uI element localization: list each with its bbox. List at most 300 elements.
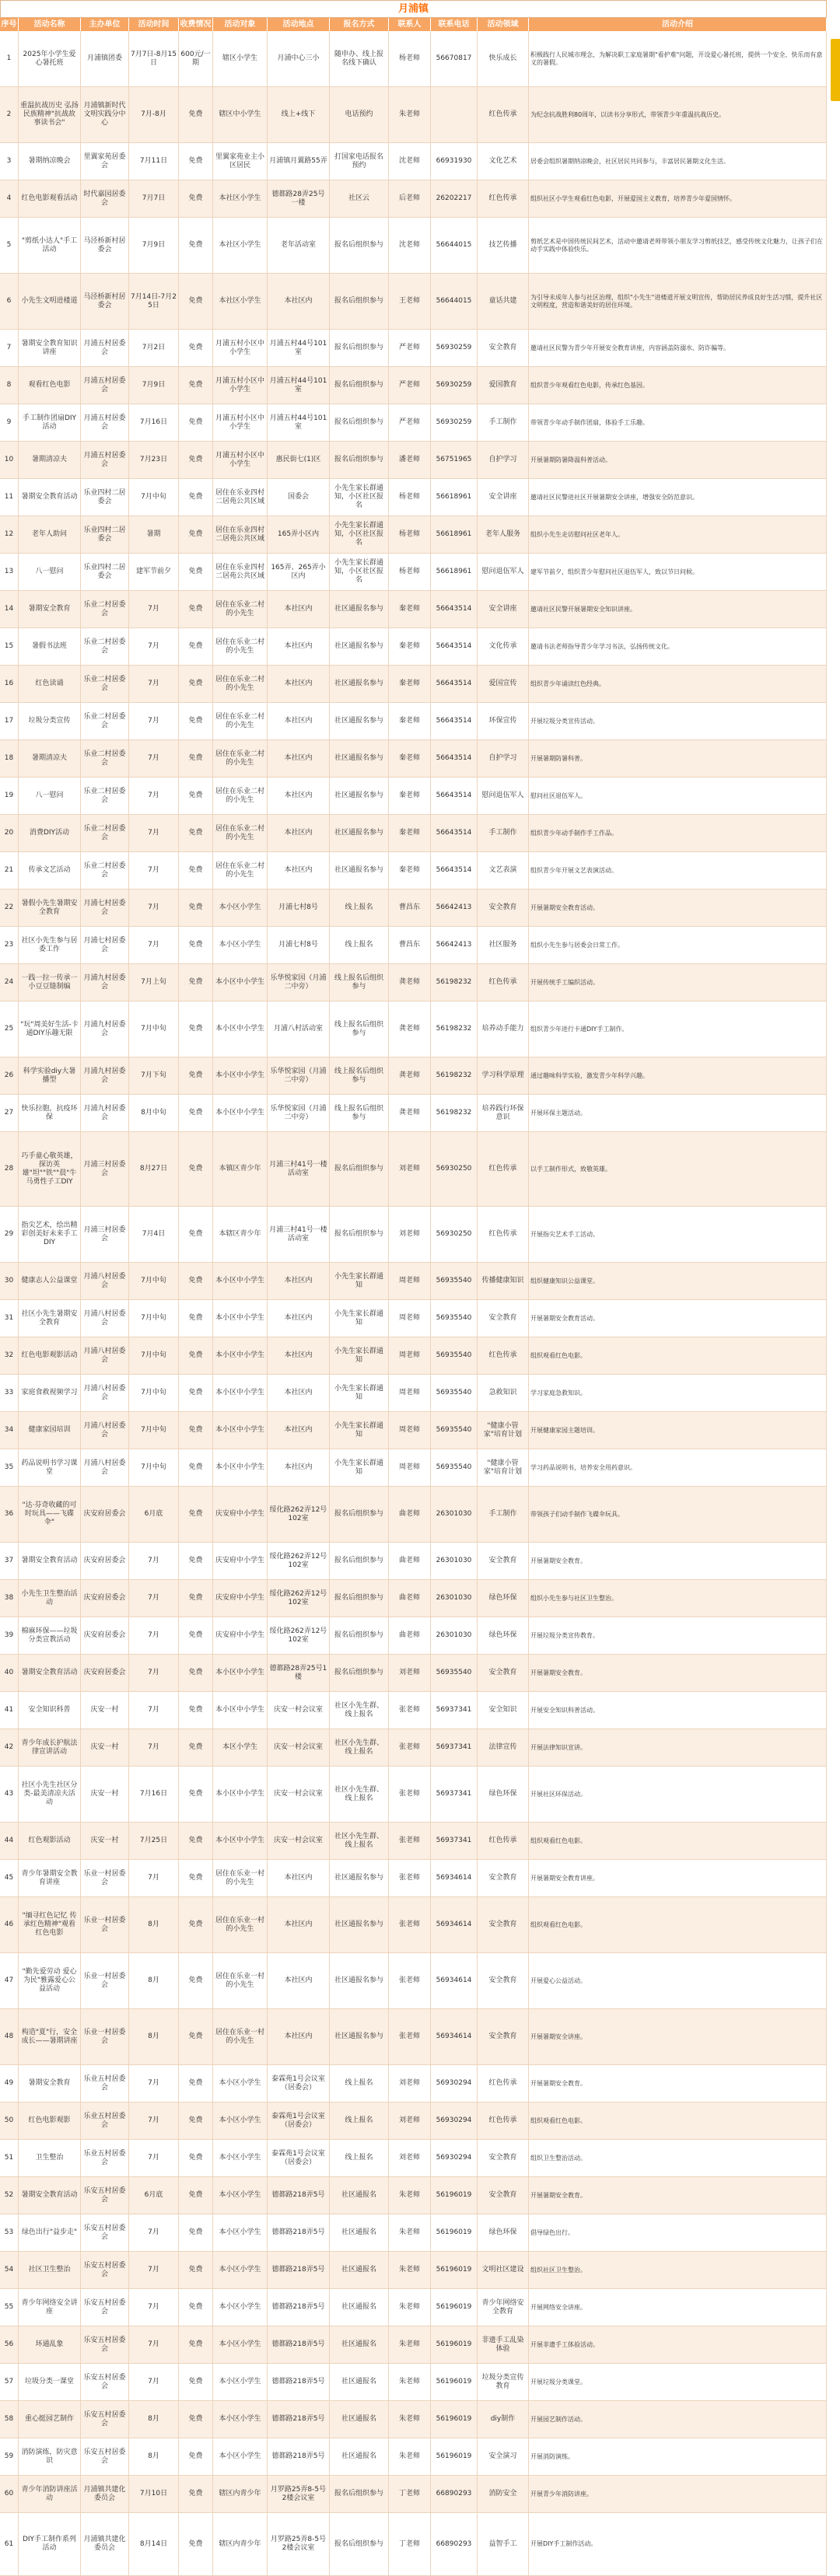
cell-signup-method: 小先生家长群通知，小区社区报名 xyxy=(330,479,389,516)
cell-activity-time: 7月 xyxy=(129,1729,179,1766)
cell-fee: 免费 xyxy=(179,2177,213,2214)
cell-target-audience: 庆安府中小学生 xyxy=(213,1487,268,1542)
cell-signup-method: 报名后组织参与 xyxy=(330,404,389,441)
table-row xyxy=(0,890,827,927)
cell-target-audience: 本区小学生 xyxy=(213,1729,268,1766)
cell-activity-description: 组织社区小学生观看红色电影，开展爱国主义教育，培养青少年爱国情怀。 xyxy=(529,180,827,217)
cell-contact-person: 周老师 xyxy=(389,1300,431,1337)
cell-activity-name: 消费DIY活动 xyxy=(19,815,81,851)
cell-fee: 免费 xyxy=(179,1263,213,1299)
cell-organizer: 月浦五村居委会 xyxy=(81,330,129,366)
cell-target-audience: 本小区小学生 xyxy=(213,2438,268,2475)
header-fee: 收费情况 xyxy=(179,18,213,31)
cell-contact-person: 杨老师 xyxy=(389,31,431,86)
cell-fee: 免费 xyxy=(179,1095,213,1131)
cell-row-number: 35 xyxy=(0,1449,19,1486)
cell-location: 德都路218弄5号 xyxy=(268,2252,330,2288)
cell-row-number: 8 xyxy=(0,367,19,404)
cell-activity-name: 暑期安全教育活动 xyxy=(19,2177,81,2214)
cell-contact-phone: 66890293 xyxy=(431,2476,478,2512)
cell-activity-field: 红色传承 xyxy=(478,2065,529,2102)
cell-organizer: 乐业一村居委会 xyxy=(81,1953,129,2008)
table-row xyxy=(0,1263,827,1300)
cell-activity-field: 红色传承 xyxy=(478,964,529,1001)
table-row xyxy=(0,628,827,666)
cell-activity-field: 垃圾分类宣传教育 xyxy=(478,2364,529,2400)
cell-activity-description: 开展园艺制作活动。 xyxy=(529,2401,827,2438)
cell-activity-name: 安全知识科普 xyxy=(19,1692,81,1728)
table-row xyxy=(0,1617,827,1655)
cell-activity-name: 家庭食救视频学习 xyxy=(19,1375,81,1411)
cell-activity-time: 7月 xyxy=(129,2214,179,2251)
cell-activity-time: 7月 xyxy=(129,890,179,926)
cell-fee: 免费 xyxy=(179,554,213,590)
cell-activity-time: 7月上旬 xyxy=(129,964,179,1001)
cell-activity-name: "剪纸小达人"手工活动 xyxy=(19,218,81,273)
cell-fee: 免费 xyxy=(179,1580,213,1617)
cell-activity-field: "健康小管家"培育计划 xyxy=(478,1449,529,1486)
cell-activity-name: 暑期安全教育活动 xyxy=(19,1543,81,1579)
cell-row-number: 11 xyxy=(0,479,19,516)
cell-activity-description: 剪纸艺术是中国传统民间艺术，活动中邀请老师带领小朋友学习剪纸技艺，感受传统文化魅力，让孩子们在动手实践中体验快乐。 xyxy=(529,218,827,273)
cell-location: 德都路218弄5号 xyxy=(268,2438,330,2475)
cell-contact-person: 刘老师 xyxy=(389,2140,431,2176)
cell-fee: 免费 xyxy=(179,2065,213,2102)
cell-activity-time: 7月 xyxy=(129,2140,179,2176)
cell-location: 德都路218弄5号 xyxy=(268,2364,330,2400)
cell-activity-name: 社区卫生整治 xyxy=(19,2252,81,2288)
cell-location: 月罗路25弄8-5号2楼会议室 xyxy=(268,2476,330,2512)
cell-activity-time: 7月 xyxy=(129,666,179,702)
cell-contact-phone: 56196019 xyxy=(431,2214,478,2251)
header-row-number: 序号 xyxy=(0,18,19,31)
cell-activity-field: 爱国教育 xyxy=(478,367,529,404)
cell-location: 绥化路262弄12号102室 xyxy=(268,1543,330,1579)
table-row xyxy=(0,703,827,740)
header-location: 活动地点 xyxy=(268,18,330,31)
cell-row-number: 15 xyxy=(0,628,19,665)
cell-activity-name: 小先生卫生整治活动 xyxy=(19,1580,81,1617)
cell-target-audience: 本小区中小学生 xyxy=(213,1655,268,1691)
cell-activity-field: 绿色环保 xyxy=(478,1617,529,1654)
cell-contact-phone: 56670817 xyxy=(431,31,478,86)
cell-activity-name: 红色读诵 xyxy=(19,666,81,702)
cell-target-audience: 本小区小学生 xyxy=(213,2252,268,2288)
cell-activity-description: 邀请书法老师指导青少年学习书法，弘扬传统文化。 xyxy=(529,628,827,665)
cell-activity-field: 红色传承 xyxy=(478,2102,529,2139)
cell-row-number: 53 xyxy=(0,2214,19,2251)
cell-activity-field: 安全教育 xyxy=(478,1860,529,1896)
cell-activity-field: 红色传承 xyxy=(478,1207,529,1262)
cell-target-audience: 本小区中小学生 xyxy=(213,1001,268,1057)
cell-contact-person: 秦老师 xyxy=(389,703,431,739)
cell-target-audience: 居住在乐业二村的小先生 xyxy=(213,852,268,889)
cell-activity-description: 通过趣味科学实验，激发青少年科学兴趣。 xyxy=(529,1057,827,1094)
cell-signup-method: 社区通报名 xyxy=(330,2214,389,2251)
table-row xyxy=(0,442,827,479)
table-row xyxy=(0,740,827,778)
cell-contact-phone: 56618961 xyxy=(431,554,478,590)
cell-signup-method: 社区通报名 xyxy=(330,2364,389,2400)
cell-target-audience: 本小区小学生 xyxy=(213,927,268,963)
cell-activity-description: 开展暑期安全讲座。 xyxy=(529,2009,827,2064)
cell-contact-phone: 56643514 xyxy=(431,852,478,889)
cell-activity-description: 开展暑期安全教育。 xyxy=(529,2177,827,2214)
cell-activity-time: 建军节前夕 xyxy=(129,554,179,590)
cell-activity-field: 安全教育 xyxy=(478,2140,529,2176)
cell-organizer: 庆安府居委会 xyxy=(81,1580,129,1617)
cell-activity-time: 7月 xyxy=(129,852,179,889)
cell-location: 庆安一村会议室 xyxy=(268,1767,330,1822)
cell-organizer: 月浦八村居委会 xyxy=(81,1412,129,1449)
table-row xyxy=(0,2252,827,2289)
cell-contact-phone: 56935540 xyxy=(431,1655,478,1691)
cell-target-audience: 居住在乐业二村的小先生 xyxy=(213,778,268,814)
cell-activity-field: 红色传承 xyxy=(478,1132,529,1206)
cell-activity-field: 手工制作 xyxy=(478,1487,529,1542)
cell-activity-description: 开展法律知识宣讲。 xyxy=(529,1729,827,1766)
cell-organizer: 乐安五村居委会 xyxy=(81,2438,129,2475)
cell-activity-time: 8月27日 xyxy=(129,1132,179,1206)
table-row xyxy=(0,2289,827,2326)
table-row xyxy=(0,1375,827,1412)
cell-location: 国委会 xyxy=(268,479,330,516)
cell-activity-time: 7月中旬 xyxy=(129,1337,179,1374)
cell-activity-description: 开展垃圾分类宣传教育。 xyxy=(529,1617,827,1654)
cell-activity-time: 7月中旬 xyxy=(129,1412,179,1449)
cell-contact-phone: 56196019 xyxy=(431,2177,478,2214)
cell-signup-method: 报名后组织参与 xyxy=(330,218,389,273)
cell-fee: 免费 xyxy=(179,274,213,329)
cell-target-audience: 本小区小学生 xyxy=(213,2289,268,2326)
cell-contact-person: 朱老师 xyxy=(389,2252,431,2288)
cell-signup-method: 社区通报名参与 xyxy=(330,740,389,777)
cell-activity-description: 建军节前夕，组织青少年慰问社区退伍军人，致以节日问候。 xyxy=(529,554,827,590)
cell-activity-field: 手工制作 xyxy=(478,404,529,441)
cell-activity-description: 带领青少年动手制作团扇，体验手工乐趣。 xyxy=(529,404,827,441)
cell-location: 老年活动室 xyxy=(268,218,330,273)
cell-fee: 免费 xyxy=(179,2009,213,2064)
cell-signup-method: 社区通报名参与 xyxy=(330,2009,389,2064)
cell-contact-person: 龚老师 xyxy=(389,1001,431,1057)
cell-target-audience: 本小区小学生 xyxy=(213,2140,268,2176)
cell-activity-field: 慰问退伍军人 xyxy=(478,778,529,814)
cell-target-audience: 本小区小学生 xyxy=(213,2364,268,2400)
cell-signup-method: 社区通报名参与 xyxy=(330,1897,389,1952)
table-row xyxy=(0,1543,827,1580)
cell-target-audience: 居住在乐业一村的小先生 xyxy=(213,2009,268,2064)
table-row xyxy=(0,330,827,367)
cell-activity-description: 组织青少年进行卡通DIY手工制作。 xyxy=(529,1001,827,1057)
table-row xyxy=(0,2065,827,2102)
cell-activity-name: 指尖艺术，绘出精彩创美好未来手工DIY xyxy=(19,1207,81,1262)
cell-activity-description: 组织青少年诵读红色经典。 xyxy=(529,666,827,702)
cell-activity-name: 卫生整治 xyxy=(19,2140,81,2176)
cell-organizer: 乐业二村居委会 xyxy=(81,591,129,627)
cell-organizer: 庆安一村 xyxy=(81,1823,129,1859)
cell-row-number: 25 xyxy=(0,1001,19,1057)
cell-contact-phone: 56643514 xyxy=(431,703,478,739)
cell-location: 德都路28弄25号1楼 xyxy=(268,1655,330,1691)
cell-contact-phone: 56934614 xyxy=(431,1860,478,1896)
cell-target-audience: 本社区小学生 xyxy=(213,180,268,217)
cell-signup-method: 报名后组织参与 xyxy=(330,2476,389,2512)
cell-activity-description: 开展DIY手工制作活动。 xyxy=(529,2513,827,2575)
table-row xyxy=(0,2177,827,2214)
cell-fee: 免费 xyxy=(179,1449,213,1486)
cell-location: 德都路218弄5号 xyxy=(268,2177,330,2214)
cell-location: 月浦八村活动室 xyxy=(268,1001,330,1057)
cell-fee: 免费 xyxy=(179,2513,213,2575)
table-row xyxy=(0,1729,827,1767)
cell-location: 本社区内 xyxy=(268,1412,330,1449)
cell-contact-phone: 66931930 xyxy=(431,143,478,180)
cell-signup-method: 小先生家长群通知 xyxy=(330,1263,389,1299)
cell-activity-description: 开展健康家园主题培训。 xyxy=(529,1412,827,1449)
cell-contact-person: 曹昌东 xyxy=(389,890,431,926)
cell-activity-field: 红色传承 xyxy=(478,1337,529,1374)
cell-signup-method: 报名后组织参与 xyxy=(330,1655,389,1691)
cell-contact-person: 张老师 xyxy=(389,1692,431,1728)
cell-signup-method: 社区通报名 xyxy=(330,2289,389,2326)
cell-activity-time: 7月 xyxy=(129,815,179,851)
table-row xyxy=(0,367,827,404)
cell-organizer: 月浦九村居委会 xyxy=(81,1057,129,1094)
cell-target-audience: 本小区中小学生 xyxy=(213,1300,268,1337)
table-row xyxy=(0,1132,827,1207)
cell-activity-name: 暑期清凉夫 xyxy=(19,442,81,478)
cell-contact-person: 严老师 xyxy=(389,404,431,441)
cell-activity-name: 红色电影观影活动 xyxy=(19,1337,81,1374)
cell-target-audience: 本小区中小学生 xyxy=(213,1095,268,1131)
cell-organizer: 乐业五村居委会 xyxy=(81,2140,129,2176)
cell-fee: 免费 xyxy=(179,1001,213,1057)
cell-contact-phone: 26301030 xyxy=(431,1487,478,1542)
cell-signup-method: 社区通报名 xyxy=(330,2252,389,2288)
cell-location: 本社区内 xyxy=(268,740,330,777)
cell-activity-name: 重温抗战历史 弘扬民族精神"抗战故事读书会" xyxy=(19,87,81,142)
cell-contact-phone: 56618961 xyxy=(431,516,478,553)
cell-activity-time: 8月 xyxy=(129,2438,179,2475)
cell-row-number: 56 xyxy=(0,2326,19,2363)
cell-signup-method: 报名后组织参与 xyxy=(330,1543,389,1579)
cell-activity-field: 文明社区建设 xyxy=(478,2252,529,2288)
cell-signup-method: 线上报名 xyxy=(330,2102,389,2139)
cell-organizer: 乐业二村居委会 xyxy=(81,852,129,889)
cell-activity-field: 消防安全 xyxy=(478,2476,529,2512)
cell-activity-name: 暑期纳凉晚会 xyxy=(19,143,81,180)
cell-row-number: 28 xyxy=(0,1132,19,1206)
cell-activity-field: 安全教育 xyxy=(478,1543,529,1579)
cell-activity-name: 八一慰问 xyxy=(19,554,81,590)
cell-target-audience: 本小区小学生 xyxy=(213,2214,268,2251)
cell-row-number: 36 xyxy=(0,1487,19,1542)
cell-activity-field: 文艺表演 xyxy=(478,852,529,889)
cell-activity-field: 绿色环保 xyxy=(478,1767,529,1822)
cell-activity-description: 以手工制作形式，致敬英雄。 xyxy=(529,1132,827,1206)
cell-activity-field: 安全教育 xyxy=(478,1300,529,1337)
cell-fee: 免费 xyxy=(179,591,213,627)
cell-contact-person: 王老师 xyxy=(389,274,431,329)
cell-fee: 免费 xyxy=(179,852,213,889)
cell-target-audience: 庆安府中小学生 xyxy=(213,1617,268,1654)
cell-contact-phone: 56198232 xyxy=(431,1057,478,1094)
cell-target-audience: 本社区小学生 xyxy=(213,218,268,273)
cell-fee: 免费 xyxy=(179,218,213,273)
cell-signup-method: 社区小先生群、线上报名 xyxy=(330,1823,389,1859)
cell-activity-description: 邀请社区民警开展暑期安全知识讲座。 xyxy=(529,591,827,627)
cell-activity-name: 构造"夏"行，安全成长——暑期讲座 xyxy=(19,2009,81,2064)
cell-fee: 免费 xyxy=(179,1823,213,1859)
cell-activity-name: 暑期清凉夫 xyxy=(19,740,81,777)
cell-activity-description: 居委会组织暑期纳凉晚会，社区居民共同参与，丰富居民暑期文化生活。 xyxy=(529,143,827,180)
cell-activity-field: 安全教育 xyxy=(478,330,529,366)
cell-fee: 免费 xyxy=(179,2326,213,2363)
cell-contact-person: 曲老师 xyxy=(389,1543,431,1579)
cell-fee: 免费 xyxy=(179,703,213,739)
cell-location: 乐华悦家园（月浦二中旁） xyxy=(268,1095,330,1131)
cell-target-audience: 辖区小学生 xyxy=(213,31,268,86)
cell-row-number: 54 xyxy=(0,2252,19,2288)
table-row xyxy=(0,87,827,143)
cell-contact-phone: 56643514 xyxy=(431,815,478,851)
cell-row-number: 22 xyxy=(0,890,19,926)
cell-activity-description: 开展暑期防暑科普。 xyxy=(529,740,827,777)
cell-row-number: 59 xyxy=(0,2438,19,2475)
cell-contact-person: 张老师 xyxy=(389,1767,431,1822)
cell-location: 本社区内 xyxy=(268,1953,330,2008)
cell-activity-time: 7月 xyxy=(129,1655,179,1691)
cell-row-number: 60 xyxy=(0,2476,19,2512)
table-row xyxy=(0,1860,827,1897)
cell-contact-person: 秦老师 xyxy=(389,666,431,702)
cell-contact-phone: 56196019 xyxy=(431,2326,478,2363)
cell-target-audience: 居住在乐业二村的小先生 xyxy=(213,666,268,702)
cell-contact-person: 张老师 xyxy=(389,2009,431,2064)
cell-signup-method: 社区通报名参与 xyxy=(330,778,389,814)
cell-activity-field: 社区服务 xyxy=(478,927,529,963)
cell-contact-phone: 56934614 xyxy=(431,2009,478,2064)
cell-fee: 免费 xyxy=(179,1655,213,1691)
cell-contact-person: 周老师 xyxy=(389,1375,431,1411)
table-row xyxy=(0,2476,827,2513)
cell-organizer: 乐业四村二居委会 xyxy=(81,554,129,590)
cell-signup-method: 社区通报名参与 xyxy=(330,1860,389,1896)
cell-target-audience: 居住在乐业四村二居苑公共区域 xyxy=(213,554,268,590)
cell-organizer: 乐业二村居委会 xyxy=(81,778,129,814)
cell-fee: 免费 xyxy=(179,815,213,851)
cell-signup-method: 线上报名 xyxy=(330,2065,389,2102)
cell-signup-method: 社区通报名参与 xyxy=(330,628,389,665)
cell-signup-method: 社区通报名 xyxy=(330,2401,389,2438)
cell-organizer: 时代嘉园居委会 xyxy=(81,180,129,217)
cell-target-audience: 居住在乐业四村二居苑公共区域 xyxy=(213,479,268,516)
cell-organizer: 庆安一村 xyxy=(81,1692,129,1728)
cell-row-number: 5 xyxy=(0,218,19,273)
cell-activity-description: 开展消防演练。 xyxy=(529,2438,827,2475)
cell-activity-description: 开展暑期安全教育讲座。 xyxy=(529,1860,827,1896)
cell-signup-method: 报名后组织参与 xyxy=(330,367,389,404)
cell-contact-phone: 56198232 xyxy=(431,964,478,1001)
cell-activity-time: 7月25日 xyxy=(129,1823,179,1859)
cell-contact-phone: 56198232 xyxy=(431,1001,478,1057)
cell-activity-time: 暑期 xyxy=(129,516,179,553)
cell-contact-person: 朱老师 xyxy=(389,2214,431,2251)
cell-activity-time: 8月中旬 xyxy=(129,1095,179,1131)
cell-signup-method: 社区通报名参与 xyxy=(330,815,389,851)
table-row xyxy=(0,1207,827,1263)
cell-activity-name: 青少年消防讲座活动 xyxy=(19,2476,81,2512)
cell-contact-phone: 56937341 xyxy=(431,1729,478,1766)
cell-contact-phone: 56198232 xyxy=(431,1095,478,1131)
cell-location: 月浦五村44号101室 xyxy=(268,404,330,441)
cell-contact-person: 周老师 xyxy=(389,1337,431,1374)
cell-signup-method: 报名后组织参与 xyxy=(330,2513,389,2575)
cell-contact-person: 张老师 xyxy=(389,1897,431,1952)
cell-target-audience: 里翼家苑业主小区居民 xyxy=(213,143,268,180)
cell-row-number: 12 xyxy=(0,516,19,553)
cell-activity-time: 8月 xyxy=(129,1953,179,2008)
cell-contact-person: 朱老师 xyxy=(389,2177,431,2214)
cell-contact-person: 秦老师 xyxy=(389,815,431,851)
cell-fee: 免费 xyxy=(179,778,213,814)
cell-organizer: 庆安一村 xyxy=(81,1729,129,1766)
cell-activity-name: 手工制作团扇DIY活动 xyxy=(19,404,81,441)
cell-fee: 免费 xyxy=(179,1412,213,1449)
cell-target-audience: 居住在乐业二村的小先生 xyxy=(213,591,268,627)
cell-row-number: 6 xyxy=(0,274,19,329)
cell-activity-field: 青少年网络安全教育 xyxy=(478,2289,529,2326)
cell-row-number: 52 xyxy=(0,2177,19,2214)
cell-contact-person: 曲老师 xyxy=(389,1617,431,1654)
cell-fee: 免费 xyxy=(179,2364,213,2400)
cell-activity-name: 健康志人公益课堂 xyxy=(19,1263,81,1299)
cell-activity-time: 7月中旬 xyxy=(129,1001,179,1057)
cell-organizer: 月浦三村居委会 xyxy=(81,1132,129,1206)
cell-row-number: 3 xyxy=(0,143,19,180)
cell-contact-person: 朱老师 xyxy=(389,87,431,142)
cell-location: 月浦七村8号 xyxy=(268,927,330,963)
cell-row-number: 43 xyxy=(0,1767,19,1822)
cell-fee: 免费 xyxy=(179,1617,213,1654)
cell-activity-field: 快乐成长 xyxy=(478,31,529,86)
cell-activity-description: 学习家庭急救知识。 xyxy=(529,1375,827,1411)
cell-location: 月浦五村44号101室 xyxy=(268,367,330,404)
cell-activity-description: 组织观看红色电影。 xyxy=(529,1897,827,1952)
cell-fee: 免费 xyxy=(179,1132,213,1206)
cell-organizer: 庆安府居委会 xyxy=(81,1487,129,1542)
table-row xyxy=(0,2102,827,2140)
cell-activity-time: 7月11日 xyxy=(129,143,179,180)
cell-contact-person: 龚老师 xyxy=(389,1057,431,1094)
cell-fee: 免费 xyxy=(179,666,213,702)
cell-row-number: 39 xyxy=(0,1617,19,1654)
cell-location: 月浦镇月翼路55弄 xyxy=(268,143,330,180)
cell-location: 月浦三村41号一楼活动室 xyxy=(268,1207,330,1262)
cell-target-audience: 月浦五村小区中小学生 xyxy=(213,330,268,366)
cell-activity-name: 健康家园培训 xyxy=(19,1412,81,1449)
cell-contact-phone: 56937341 xyxy=(431,1823,478,1859)
cell-signup-method: 线上报名 xyxy=(330,927,389,963)
table-row xyxy=(0,404,827,442)
cell-activity-time: 7月10日 xyxy=(129,2476,179,2512)
cell-signup-method: 社区云 xyxy=(330,180,389,217)
side-tab-marker[interactable] xyxy=(831,39,840,101)
cell-activity-time: 7月14日-7月25日 xyxy=(129,274,179,329)
cell-organizer: 乐业五村居委会 xyxy=(81,2065,129,2102)
cell-contact-phone: 56196019 xyxy=(431,2252,478,2288)
table-row xyxy=(0,778,827,815)
